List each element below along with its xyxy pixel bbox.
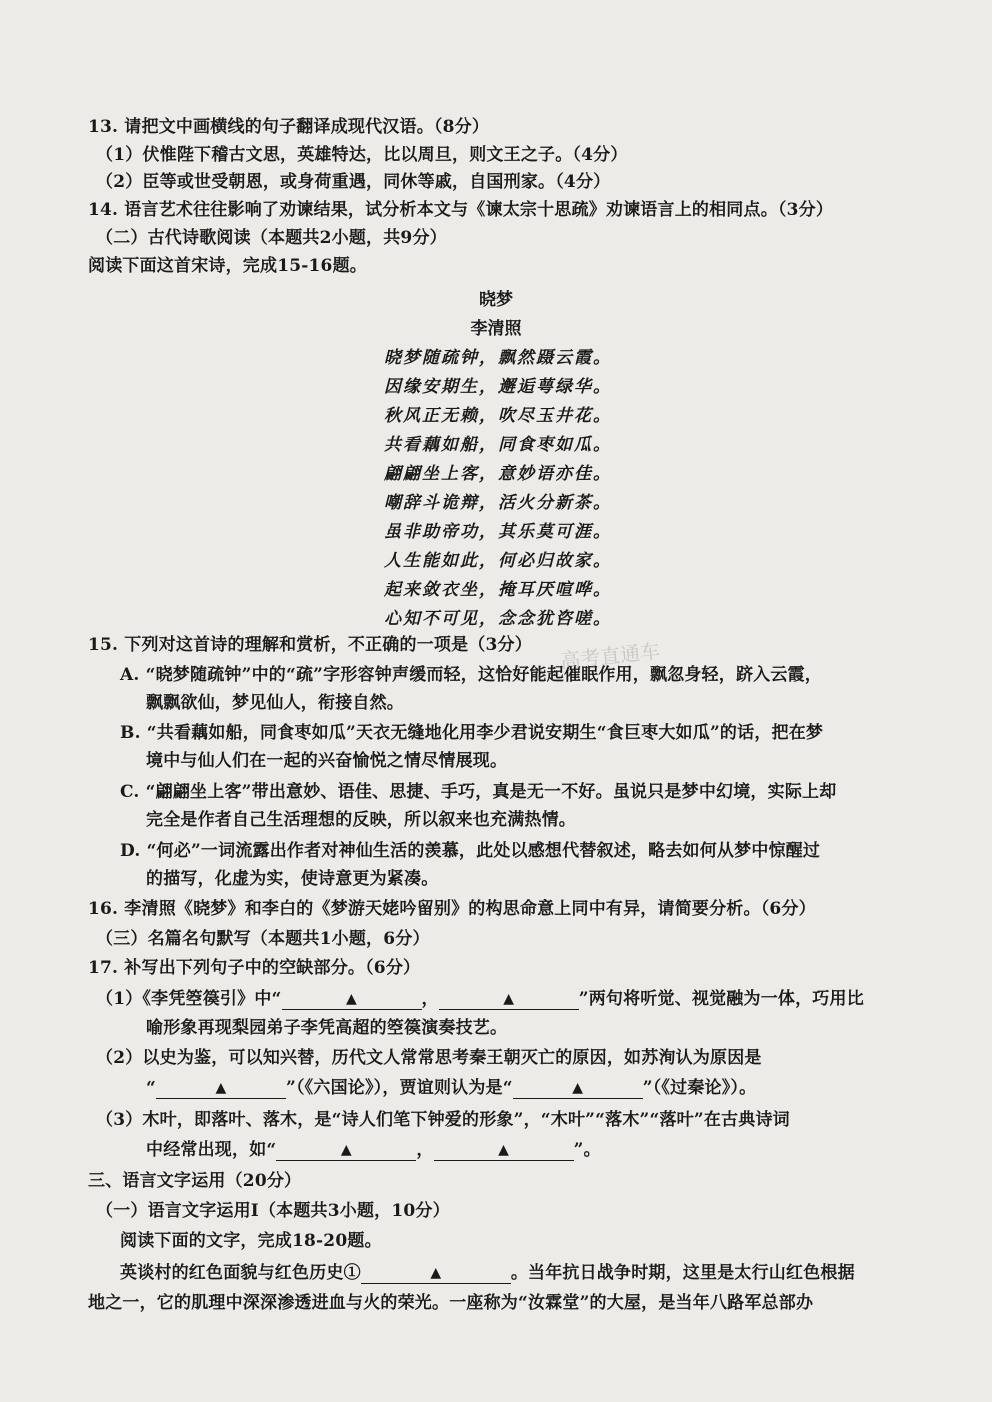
q17-sub3: （3）木叶，即落叶、落木，是“诗人们笔下钟爱的形象”，“木叶”“落木”“落叶”在古典诗词 — [96, 1110, 790, 1130]
section3-heading: （三）名篇名句默写（本题共1小题，6分） — [96, 929, 430, 949]
q15-option-b-cont: 境中与仙人们在一起的兴奋愉悦之情尽情展现。 — [146, 751, 508, 771]
q15-option-d: D. “何必”一词流露出作者对神仙生活的羡慕，此处以感想代替叙述，略去如何从梦中惊醒过 — [120, 841, 821, 861]
watermark: 高考直通车 — [559, 638, 662, 674]
part3-intro: 阅读下面的文字，完成18-20题。 — [120, 1231, 382, 1251]
q17-sub3-cont: 中经常出现，如“ ▲ ， ▲ ”。 — [146, 1140, 601, 1160]
q17-sub1: （1）《李凭箜篌引》中“ ▲ ， ▲ ”两句将听觉、视觉融为一体，巧用比 — [96, 989, 864, 1009]
poem-line: 心知不可见，念念犹咨嗟。 — [384, 609, 612, 629]
poem-line: 翩翩坐上客，意妙语亦佳。 — [384, 464, 612, 484]
passage-line: 英谈村的红色面貌与红色历史① ▲ 。当年抗日战争时期，这里是太行山红色根据 — [120, 1263, 855, 1283]
q15-option-a: A. “晓梦随疏钟”中的“疏”字形容钟声缓而轻，这恰好能起催眠作用，飘忽身轻，跻入云霞， — [120, 665, 822, 685]
passage-line: 地之一，它的肌理中深深渗透进血与火的荣光。一座称为“汝霖堂”的大屋，是当年八路军总部办 — [88, 1293, 814, 1313]
poem-line: 嘲辞斗诡辩，活火分新茶。 — [384, 493, 612, 513]
poem-line: 人生能如此，何必归故家。 — [384, 551, 612, 571]
section2-intro: 阅读下面这首宋诗，完成15-16题。 — [88, 256, 367, 276]
answer-blank[interactable]: ▲ — [434, 1139, 574, 1161]
poem-author: 李清照 — [470, 319, 522, 339]
q17-sub1-cont: 喻形象再现梨园弟子李凭高超的箜篌演奏技艺。 — [146, 1018, 508, 1038]
q14-stem: 14. 语言艺术往往影响了劝谏结果，试分析本文与《谏太宗十思疏》劝谏语言上的相同点。（3分） — [88, 200, 834, 220]
poem-line: 起来敛衣坐，掩耳厌喧哗。 — [384, 580, 612, 600]
poem-title: 晓梦 — [479, 290, 513, 310]
answer-blank[interactable]: ▲ — [361, 1262, 511, 1284]
poem-line: 虽非助帝功，其乐莫可涯。 — [384, 522, 612, 542]
section2-heading: （二）古代诗歌阅读（本题共2小题，共9分） — [96, 228, 447, 248]
q15-option-d-cont: 的描写，化虚为实，使诗意更为紧凑。 — [146, 869, 439, 889]
part3-subheading: （一）语言文字运用Ⅰ（本题共3小题，10分） — [96, 1201, 450, 1221]
poem-line: 秋风正无赖，吹尽玉井花。 — [384, 406, 612, 426]
answer-blank[interactable]: ▲ — [276, 1139, 416, 1161]
answer-blank[interactable]: ▲ — [282, 988, 422, 1010]
q13-sub2: （2）臣等或世受朝恩，或身荷重遇，同休等戚，自国刑家。（4分） — [96, 172, 611, 192]
answer-blank[interactable]: ▲ — [439, 988, 579, 1010]
q15-option-c: C. “翩翩坐上客”带出意妙、语佳、思捷、手巧，真是无一不好。虽说只是梦中幻境，实际上却 — [120, 782, 837, 802]
q15-option-a-cont: 飘飘欲仙，梦见仙人，衔接自然。 — [146, 693, 404, 713]
q13-sub1: （1）伏惟陛下稽古文思，英雄特达，比以周旦，则文王之子。（4分） — [96, 145, 628, 165]
q16-stem: 16. 李清照《晓梦》和李白的《梦游天姥吟留别》的构思命意上同中有异，请简要分析。（6分） — [88, 899, 816, 919]
poem-line: 因缘安期生，邂逅萼绿华。 — [384, 377, 612, 397]
q17-sub2-cont: “ ▲ ”（《六国论》），贾谊则认为是“ ▲ ”（《过秦论》）。 — [146, 1078, 757, 1098]
q15-option-b: B. “共看藕如船，同食枣如瓜”天衣无缝地化用李少君说安期生“食巨枣大如瓜”的话，把在梦 — [120, 723, 824, 743]
q13-stem: 13. 请把文中画横线的句子翻译成现代汉语。（8分） — [88, 117, 490, 137]
answer-blank[interactable]: ▲ — [156, 1077, 286, 1099]
q17-sub2: （2）以史为鉴，可以知兴替，历代文人常常思考秦王朝灭亡的原因，如苏洵认为原因是 — [96, 1048, 762, 1068]
q17-stem: 17. 补写出下列句子中的空缺部分。（6分） — [88, 958, 421, 978]
q15-stem: 15. 下列对这首诗的理解和赏析，不正确的一项是（3分） — [88, 635, 532, 655]
poem-line: 共看藕如船，同食枣如瓜。 — [384, 435, 612, 455]
poem-line: 晓梦随疏钟，飘然蹑云霞。 — [384, 348, 612, 368]
q15-option-c-cont: 完全是作者自己生活理想的反映，所以叙来也充满热情。 — [146, 810, 576, 830]
part3-heading: 三、语言文字运用（20分） — [88, 1171, 302, 1191]
answer-blank[interactable]: ▲ — [513, 1077, 643, 1099]
